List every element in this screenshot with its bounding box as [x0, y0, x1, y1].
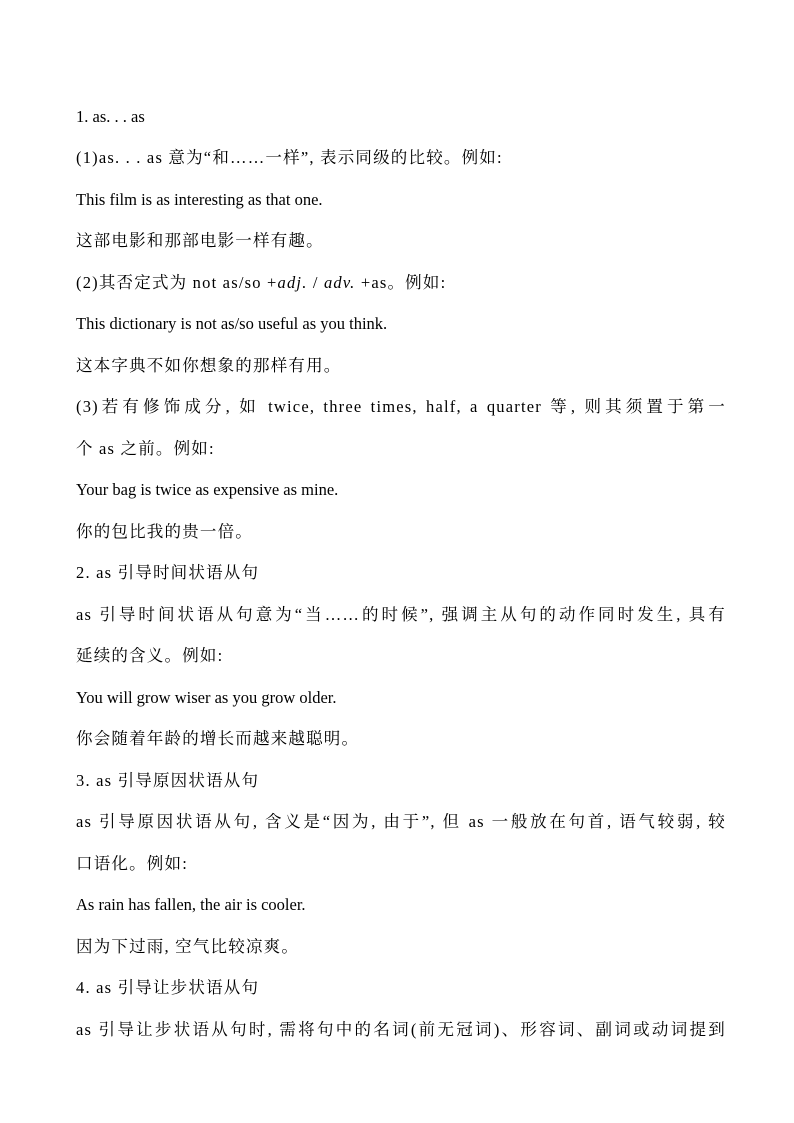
example-sentence-cn: 你会随着年龄的增长而越来越聪明。 — [76, 729, 360, 748]
example-sentence-en: This film is as interesting as that one. — [76, 190, 323, 209]
paragraph-concession-clause: as 引导让步状语从句时, 需将句中的名词(前无冠词)、形容词、副词或动词提到 — [76, 1020, 726, 1039]
heading-as-as: 1. as. . . as — [76, 107, 145, 126]
heading-as-time-clause: 2. as 引导时间状语从句 — [76, 563, 260, 582]
example-sentence-en: Your bag is twice as expensive as mine. — [76, 480, 339, 499]
example-sentence-cn: 这本字典不如你想象的那样有用。 — [76, 356, 342, 375]
paragraph-reason-clause: as 引导原因状语从句, 含义是“因为, 由于”, 但 as 一般放在句首, 语气较弱, 较 — [76, 812, 726, 831]
example-sentence-en: This dictionary is not as/so useful as you think. — [76, 314, 388, 333]
paragraph-as-as-meaning: (1)as. . . as 意为“和……一样”, 表示同级的比较。例如: — [76, 148, 503, 167]
heading-as-reason-clause: 3. as 引导原因状语从句 — [76, 771, 260, 790]
paragraph-time-clause-continued: 延续的含义。例如: — [76, 646, 224, 665]
paragraph-modifiers-continued: 个 as 之前。例如: — [76, 439, 215, 458]
paragraph-modifiers: (3)若有修饰成分, 如 twice, three times, half, a quarter 等, 则其须置于第一 — [76, 397, 726, 416]
example-sentence-cn: 这部电影和那部电影一样有趣。 — [76, 231, 324, 250]
example-sentence-cn: 因为下过雨, 空气比较凉爽。 — [76, 937, 300, 956]
example-sentence-cn: 你的包比我的贵一倍。 — [76, 522, 253, 541]
example-sentence-en: As rain has fallen, the air is cooler. — [76, 895, 306, 914]
example-sentence-en: You will grow wiser as you grow older. — [76, 688, 337, 707]
paragraph-negative-form: (2)其否定式为 not as/so +adj. / adv. +as。例如: — [76, 273, 447, 292]
paragraph-time-clause: as 引导时间状语从句意为“当……的时候”, 强调主从句的动作同时发生, 具有 — [76, 605, 726, 624]
heading-as-concession-clause: 4. as 引导让步状语从句 — [76, 978, 260, 997]
paragraph-reason-clause-continued: 口语化。例如: — [76, 854, 188, 873]
